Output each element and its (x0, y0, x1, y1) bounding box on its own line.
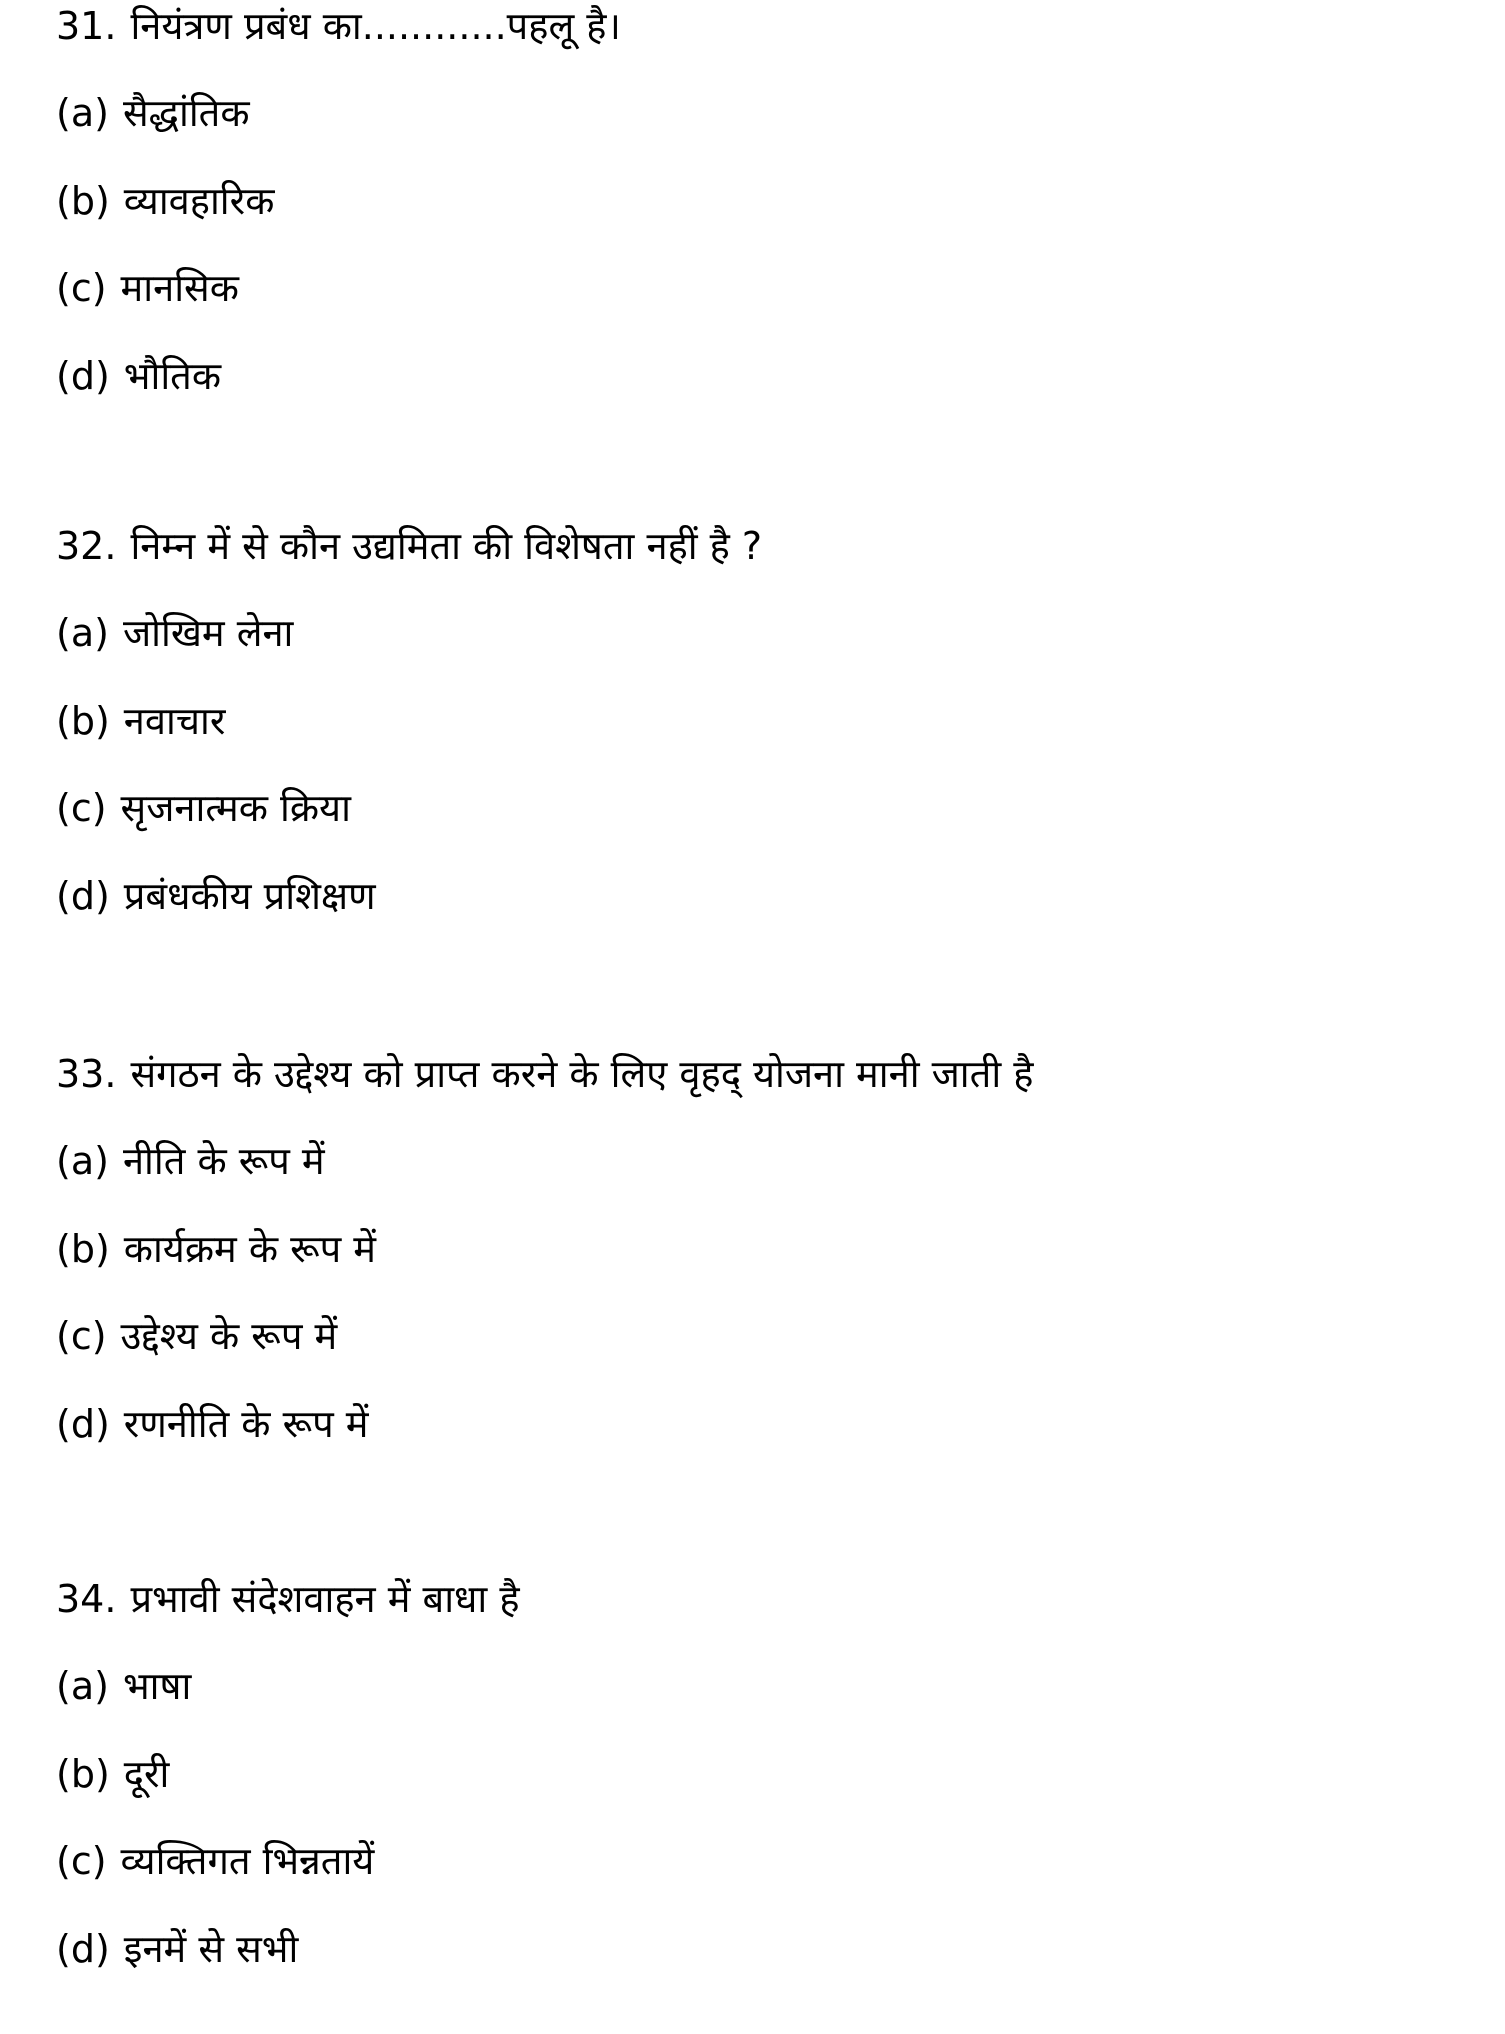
option-text: व्यावहारिक (123, 179, 275, 223)
answer-option (56, 173, 274, 229)
question-32 (56, 518, 762, 574)
option-text: नीति के रूप में (122, 1139, 325, 1183)
option-label: (b) (56, 1227, 110, 1271)
option-text: सृजनात्मक क्रिया (120, 786, 351, 830)
option-label: (b) (56, 1752, 110, 1796)
answer-option (56, 1746, 169, 1802)
question-number: 33. (56, 1052, 117, 1096)
answer-option (56, 1221, 376, 1277)
question-text: प्रभावी संदेशवाहन में बाधा है (130, 1577, 520, 1621)
option-label: (a) (56, 611, 109, 655)
option-text: भौतिक (123, 354, 222, 398)
option-label: (d) (56, 1927, 110, 1971)
option-text: इनमें से सभी (123, 1927, 299, 1971)
option-text: सैद्धांतिक (122, 91, 250, 135)
answer-option (56, 1658, 191, 1714)
answer-option (56, 693, 225, 749)
question-31 (56, 0, 621, 54)
answer-option (56, 1308, 337, 1364)
answer-option (56, 85, 250, 141)
option-label: (c) (56, 1839, 107, 1883)
option-text: मानसिक (120, 266, 239, 310)
option-label: (d) (56, 1402, 110, 1446)
answer-option (56, 1921, 298, 1977)
answer-option (56, 868, 376, 924)
option-label: (b) (56, 179, 110, 223)
answer-option (56, 348, 221, 404)
option-label: (d) (56, 354, 110, 398)
option-text: उद्देश्य के रूप में (120, 1314, 338, 1358)
question-text: संगठन के उद्देश्य को प्राप्त करने के लिए वृहद् योजना मानी जाती है (130, 1052, 1034, 1096)
option-label: (d) (56, 874, 110, 918)
option-label: (a) (56, 1664, 109, 1708)
option-label: (b) (56, 699, 110, 743)
question-33 (56, 1046, 1033, 1102)
option-text: दूरी (123, 1752, 170, 1796)
answer-option (56, 260, 239, 316)
answer-option (56, 1396, 369, 1452)
option-text: प्रबंधकीय प्रशिक्षण (123, 874, 376, 918)
option-label: (a) (56, 91, 109, 135)
question-number: 31. (56, 4, 117, 48)
question-number: 34. (56, 1577, 117, 1621)
answer-option (56, 780, 351, 836)
option-text: व्यक्तिगत भिन्नतायें (120, 1839, 375, 1883)
option-text: नवाचार (123, 699, 226, 743)
option-text: कार्यक्रम के रूप में (123, 1227, 377, 1271)
question-text: निम्न में से कौन उद्यमिता की विशेषता नहीं है ? (130, 524, 763, 568)
question-number: 32. (56, 524, 117, 568)
question-34 (56, 1571, 520, 1627)
option-label: (a) (56, 1139, 109, 1183)
question-text: नियंत्रण प्रबंध का............पहलू है। (130, 4, 621, 48)
option-text: भाषा (122, 1664, 192, 1708)
option-text: जोखिम लेना (122, 611, 294, 655)
option-label: (c) (56, 786, 107, 830)
option-text: रणनीति के रूप में (123, 1402, 369, 1446)
option-label: (c) (56, 1314, 107, 1358)
answer-option (56, 1133, 325, 1189)
answer-option (56, 605, 293, 661)
answer-option (56, 1833, 374, 1889)
option-label: (c) (56, 266, 107, 310)
